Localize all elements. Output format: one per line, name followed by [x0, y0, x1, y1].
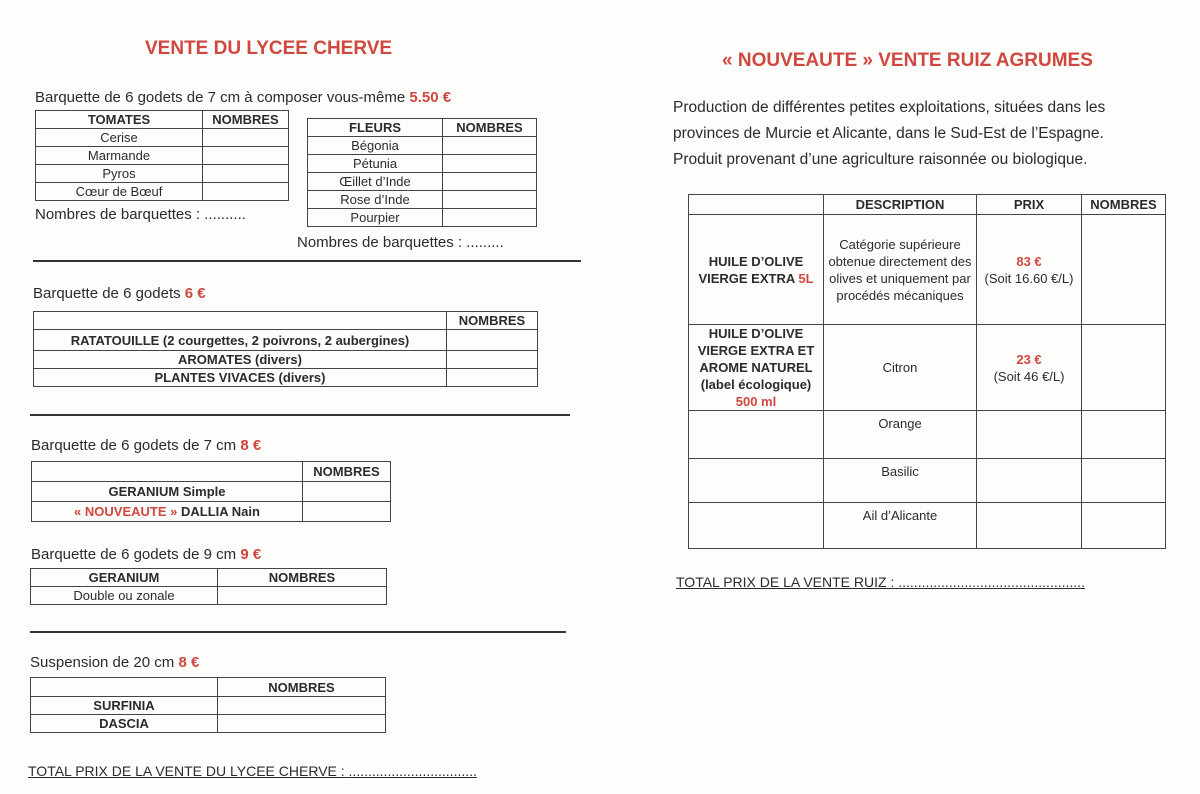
quantity-cell[interactable] [218, 587, 387, 605]
table-row: Pétunia [308, 155, 537, 173]
section-2-price: 6 € [184, 285, 206, 302]
divider [30, 631, 566, 633]
table-row: Pourpier [308, 209, 537, 227]
quantity-cell[interactable] [447, 351, 538, 369]
table-row: Cerise [36, 129, 289, 147]
table-row: PLANTES VIVACES (divers) [34, 369, 538, 387]
quantity-cell[interactable] [447, 330, 538, 351]
section-4-price: 9 € [240, 546, 262, 563]
quantity-cell[interactable] [1082, 325, 1166, 411]
section-1-price: 5.50 € [409, 89, 452, 106]
right-total: TOTAL PRIX DE LA VENTE RUIZ : ................................................ [676, 574, 1085, 590]
section-3-label: Barquette de 6 godets de 7 cm 8 € [31, 437, 262, 454]
table-row: Basilic [689, 459, 1166, 503]
nouveaute-tag: « NOUVEAUTE » [74, 504, 178, 519]
left-total: TOTAL PRIX DE LA VENTE DU LYCEE CHERVE : ................................. [28, 763, 477, 779]
table-row: AROMATES (divers) [34, 351, 538, 369]
quantity-cell[interactable] [443, 173, 537, 191]
quantity-cell[interactable] [443, 209, 537, 227]
quantity-cell[interactable] [1082, 215, 1166, 325]
table-row: « NOUVEAUTE » DALLIA Nain [32, 502, 391, 522]
table-row: SURFINIA [31, 697, 386, 715]
quantity-cell[interactable] [218, 697, 386, 715]
table-row: Œillet d’Inde [308, 173, 537, 191]
section-1-label: Barquette de 6 godets de 7 cm à composer vous-même 5.50 € [35, 89, 452, 106]
left-total-field[interactable]: ................................. [348, 763, 477, 779]
section-3-price: 8 € [240, 437, 262, 454]
quantity-cell[interactable] [1082, 503, 1166, 549]
table-row: GERANIUM Simple [32, 482, 391, 502]
table-row: Orange [689, 411, 1166, 459]
ruiz-table: DESCRIPTION PRIX NOMBRES HUILE D’OLIVE VIERGE EXTRA 5L Catégorie supérieure obtenue directement des olives et uniquement par procédés mécaniques 83 € (Soit 16.60 €/L) HUILE D’OLIVE VIERGE EXTRA ET AROME NATUREL (label écologique) 500 ml Citron 23 € (Soit 46 €/L) Orange Basilic Ail d’Alicante [688, 194, 1166, 549]
section-5-label: Suspension de 20 cm 8 € [30, 654, 200, 671]
quantity-cell[interactable] [303, 482, 391, 502]
table-row: HUILE D’OLIVE VIERGE EXTRA ET AROME NATUREL (label écologique) 500 ml Citron 23 € (Soit 46 €/L) [689, 325, 1166, 411]
quantity-cell[interactable] [443, 191, 537, 209]
right-title: « NOUVEAUTE » VENTE RUIZ AGRUMES [722, 50, 1093, 71]
quantity-cell[interactable] [1082, 411, 1166, 459]
section-3-table: NOMBRES GERANIUM Simple « NOUVEAUTE » DALLIA Nain [31, 461, 391, 522]
right-total-field[interactable]: ................................................ [898, 574, 1085, 590]
barquettes-count-b: Nombres de barquettes : ......... [297, 234, 504, 251]
tomates-table: TOMATES NOMBRES Cerise Marmande Pyros Cœur de Bœuf [35, 110, 289, 201]
section-2-label: Barquette de 6 godets 6 € [33, 285, 206, 302]
table-row: Double ou zonale [31, 587, 387, 605]
table-row: Pyros [36, 165, 289, 183]
barquettes-count-a: Nombres de barquettes : .......... [35, 206, 246, 223]
table-row: Ail d’Alicante [689, 503, 1166, 549]
right-intro: Production de différentes petites exploitations, situées dans les provinces de Murcie et Alicante, dans le Sud-Est de l’Espagne. Produit provenant d’une agriculture raisonnée ou biologique. [673, 99, 1106, 168]
table-row: Marmande [36, 147, 289, 165]
fleurs-table: FLEURS NOMBRES Bégonia Pétunia Œillet d’Inde Rose d’Inde Pourpier [307, 118, 537, 227]
section-4-table: GERANIUM NOMBRES Double ou zonale [30, 568, 387, 605]
quantity-cell[interactable] [303, 502, 391, 522]
quantity-cell[interactable] [203, 129, 289, 147]
quantity-cell[interactable] [218, 715, 386, 733]
table-row: Rose d’Inde [308, 191, 537, 209]
left-title: VENTE DU LYCEE CHERVE [145, 38, 393, 59]
section-4-label: Barquette de 6 godets de 9 cm 9 € [31, 546, 262, 563]
divider [33, 260, 581, 262]
quantity-cell[interactable] [443, 137, 537, 155]
table-row: Cœur de Bœuf [36, 183, 289, 201]
quantity-cell[interactable] [447, 369, 538, 387]
quantity-cell[interactable] [203, 147, 289, 165]
table-row: DASCIA [31, 715, 386, 733]
section-2-table: NOMBRES RATATOUILLE (2 courgettes, 2 poivrons, 2 aubergines) AROMATES (divers) PLANTES VIVACES (divers) [33, 311, 538, 387]
table-row: RATATOUILLE (2 courgettes, 2 poivrons, 2 aubergines) [34, 330, 538, 351]
quantity-cell[interactable] [203, 165, 289, 183]
quantity-cell[interactable] [203, 183, 289, 201]
table-row: Bégonia [308, 137, 537, 155]
section-5-price: 8 € [178, 654, 200, 671]
quantity-cell[interactable] [1082, 459, 1166, 503]
section-5-table: NOMBRES SURFINIA DASCIA [30, 677, 386, 733]
table-row: HUILE D’OLIVE VIERGE EXTRA 5L Catégorie supérieure obtenue directement des olives et uniquement par procédés mécaniques 83 € (Soit 16.60 €/L) [689, 215, 1166, 325]
quantity-cell[interactable] [443, 155, 537, 173]
divider [30, 414, 570, 416]
